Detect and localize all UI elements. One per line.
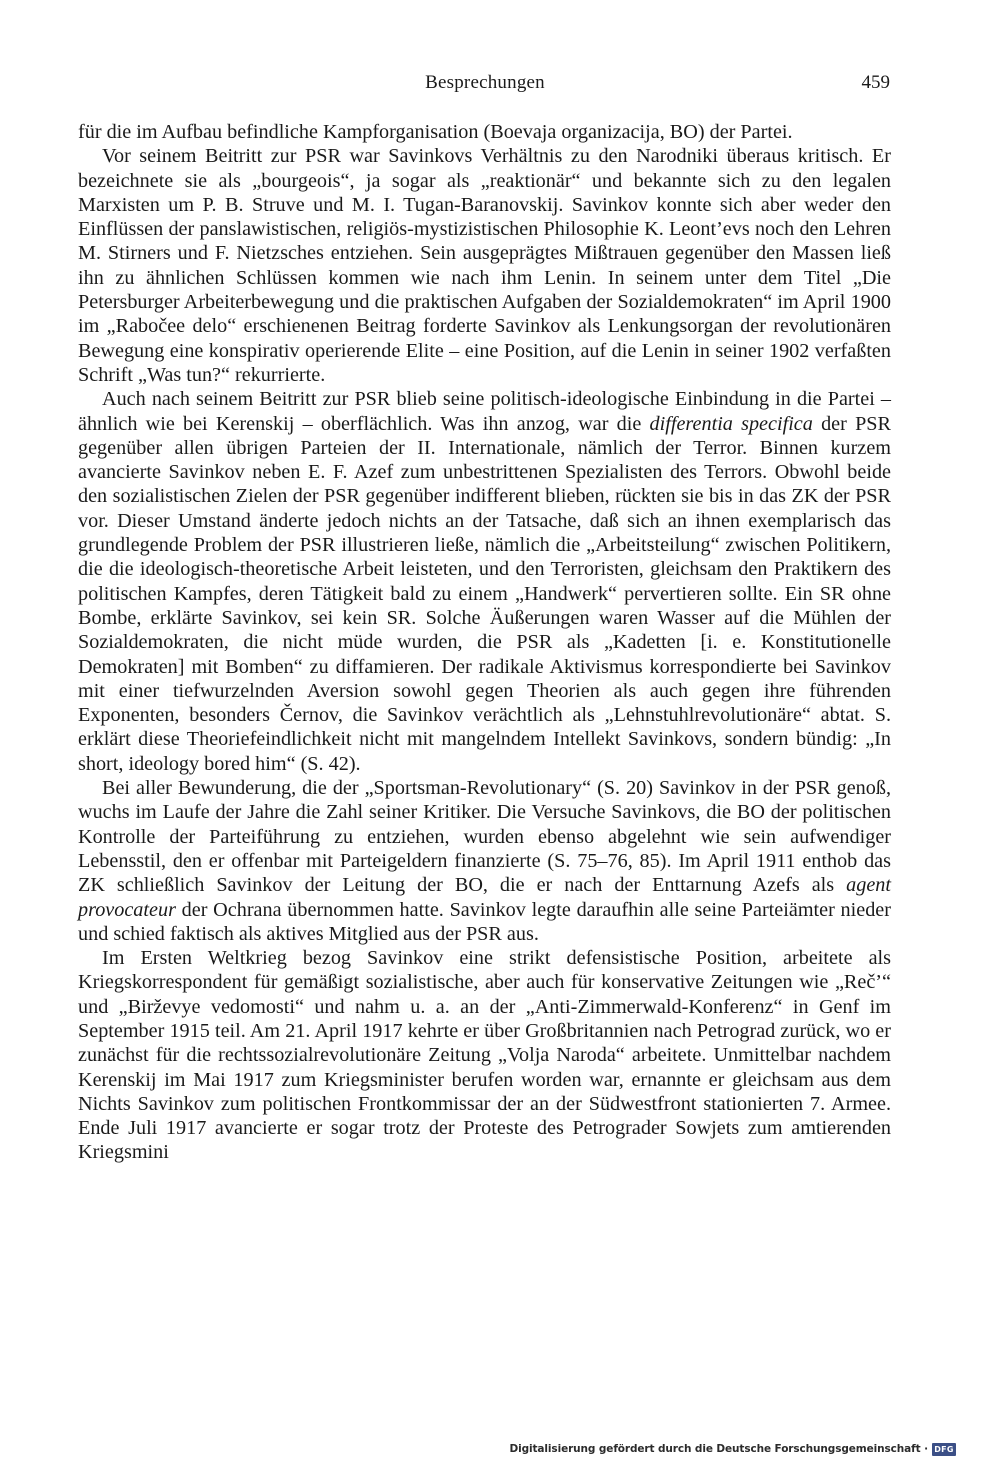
paragraph-4 (78, 776, 891, 946)
paragraph-3 (78, 387, 891, 776)
paragraph-4-part-2: der Ochrana übernommen hatte. Savinkov legte daraufhin alle seine Parteiämter nieder und schied faktisch als aktives Mitglied aus der PSR aus. (78, 898, 891, 945)
paragraph-3-part-1: Auch nach seinem Beitritt zur PSR blieb seine politisch-ideologische Einbindung in die Partei – ähnlich wie bei Kerenskij – oberflächlich. Was ihn anzog, war die (78, 388, 891, 435)
credit-text: Digitalisierung gefördert durch die Deutsche Forschungsgemeinschaft · (509, 1443, 928, 1455)
running-title: Besprechungen (425, 72, 545, 93)
paragraph-5: Im Ersten Weltkrieg bezog Savinkov eine strikt defensistische Position, arbeitete als Kriegskorrespondent für gemäßigt sozialistische, aber auch für konservative Zeitungen wie „Reč’“ und „Birževye vedomosti“ und nahm u. a. an der „Anti-Zimmerwald-Konferenz“ in Genf im September 1915 teil. Am 21. April 1917 kehrte er über Großbritannien nach Petrograd zurück, wo er zunächst für die rechtssozialrevolutionäre Zeitung „Volja Naroda“ arbeitete. Unmittelbar nachdem Kerenskij im Mai 1917 zum Kriegsminister berufen worden war, ernannte er gleichsam aus dem Nichts Savinkov zum politischen Frontkommissar der an der Südwestfront stationierten 7. Armee. Ende Juli 1917 avancierte er sogar trotz der Proteste des Petrograder Sowjets zum amtierenden Kriegsmini (78, 947, 891, 1164)
paragraph-2: Vor seinem Beitritt zur PSR war Savinkovs Verhältnis zu den Narodniki überaus kritisch. Er bezeichnete sie als „bourgeois“, ja sogar als „reaktionär“ und bekannte sich zu den legalen Marxisten um P. B. Struve und M. I. Tugan-Baranovskij. Savinkov konnte sich aber weder den Einflüssen der panslawistischen, religiös-mystizistischen Philosophie K. Leont’evs noch den Lehren M. Stirners und F. Nietzsches entziehen. Sein ausgeprägtes Mißtrauen gegenüber den Massen ließ ihn zu ähnlichen Schlüssen kommen wie nach ihm Lenin. In seinem unter dem Titel „Die Petersburger Arbeiterbewegung und die praktischen Aufgaben der Sozialdemokraten“ im April 1900 im „Rabočee delo“ erschienenen Beitrag forderte Savinkov als Lenkungsorgan der revolutionären Bewegung eine konspirativ operierende Elite – eine Position, auf die Lenin in seiner 1902 verfaßten Schrift „Was tun?“ rekurrierte. (78, 145, 891, 386)
paragraph-4-part-1: Bei aller Bewunderung, die der „Sportsman-Revolutionary“ (S. 20) Savinkov in der PSR genoß, wuchs im Laufe der Jahre die Zahl seiner Kritiker. Die Versuche Savinkovs, die BO der politischen Kontrolle der Parteiführung zu entziehen, wurden ebenso abgelehnt wie sein aufwendiger Lebensstil, den er offenbar mit Parteigeldern finanzierte (S. 75–76, 85). Im April 1911 enthob das ZK schließlich Savinkov der Leitung der BO, die er nach der Enttarnung Azefs als (78, 777, 891, 897)
dfg-logo-icon: DFG (932, 1443, 956, 1456)
digitization-credit (509, 1440, 956, 1458)
paragraph-3-part-2: der PSR gegenüber allen übrigen Parteien der II. Internationale, nämlich der Terror. Binnen kurzem avancierte Savinkov neben E. F. Azef zum unbestrittenen Spezialisten des Terrors. Obwohl beide den sozialistischen Zielen der PSR gegenüber indifferent blieben, rückten sie bis in das ZK der PSR vor. Dieser Umstand änderte jedoch nichts an der Tatsache, daß sich an ihnen exemplarisch das grundlegende Problem der PSR illustrieren ließe, nämlich die „Arbeitsteilung“ zwischen Politikern, die die ideologisch-theoretische Arbeit leisteten, und den Terroristen, gleichsam den Praktikern des politischen Kampfes, deren Tätigkeit bald zu einem „Handwerk“ pervertieren sollte. Ein SR ohne Bombe, erklärte Savinkov, sei kein SR. Solche Äußerungen waren Wasser auf die Mühlen der Sozialdemokraten, die nicht müde wurden, die PSR als „Kadetten [i. e. Konstitutionelle Demokraten] mit Bomben“ zu diffamieren. Der radikale Aktivismus korrespondierte bei Savinkov mit einer tiefwurzelnden Aversion sowohl gegen Theorien als auch gegen ihre führenden Exponenten, besonders Černov, die Savinkov verächtlich als „Lehnstuhlrevolutionäre“ abtat. S. erklärt diese Theoriefeindlichkeit nicht mit mangelndem Intellekt Savinkovs, sondern bündig: „In short, ideology bored him“ (S. 42). (78, 412, 891, 775)
paragraph-3-italic-phrase: differentia specifica (649, 412, 813, 435)
paragraph-1: für die im Aufbau befindliche Kampforganisation (Boevaja organizacija, BO) der Partei. (78, 121, 793, 143)
paragraph-4-italic-phrase: agent provocateur (78, 874, 891, 921)
body-text (78, 120, 891, 1165)
page-number: 459 (861, 72, 890, 93)
running-header (80, 72, 890, 100)
